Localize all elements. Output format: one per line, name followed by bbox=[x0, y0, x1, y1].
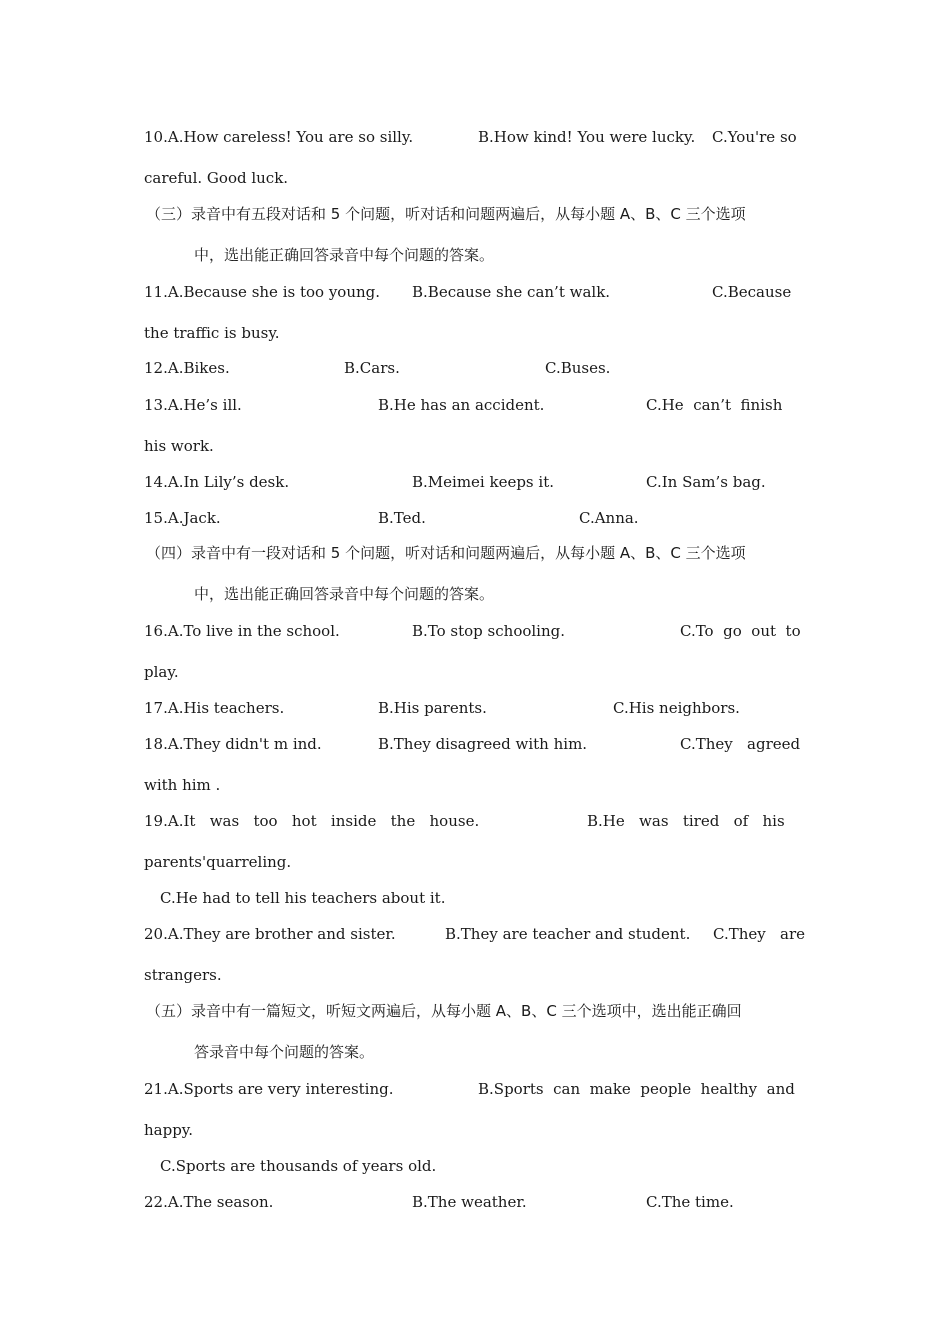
q16-continuation: play. bbox=[144, 663, 179, 681]
q14-option-c: C.In Sam’s bag. bbox=[646, 473, 766, 491]
q10-continuation: careful. Good luck. bbox=[144, 169, 289, 187]
question-16-options bbox=[144, 621, 806, 641]
section-3-instruction: （三）录音中有五段对话和 5 个问题，听对话和问题两遍后，从每小题 A、B、C 三个选项 bbox=[146, 205, 746, 223]
q10-option-c: C.You're so bbox=[712, 128, 797, 146]
q22-option-b: B.The weather. bbox=[412, 1193, 527, 1211]
q15-option-c: C.Anna. bbox=[579, 509, 639, 527]
q18-continuation: with him . bbox=[144, 776, 221, 794]
question-11-options bbox=[144, 282, 806, 302]
q11-continuation: the traffic is busy. bbox=[144, 324, 280, 342]
q11-option-a: 11.A.Because she is too young. bbox=[144, 283, 381, 301]
question-20-options bbox=[144, 924, 806, 944]
q15-option-b: B.Ted. bbox=[378, 509, 426, 527]
q13-option-b: B.He has an accident. bbox=[378, 396, 545, 414]
q11-option-c: C.Because bbox=[712, 283, 792, 301]
q16-option-b: B.To stop schooling. bbox=[412, 622, 566, 640]
q20-option-b: B.They are teacher and student. bbox=[445, 925, 691, 943]
question-18-options bbox=[144, 734, 806, 754]
q21-option-a: 21.A.Sports are very interesting. bbox=[144, 1080, 394, 1098]
q14-option-a: 14.A.In Lily’s desk. bbox=[144, 473, 290, 491]
q20-option-c: C.They are bbox=[713, 925, 806, 943]
section-5-instruction: （五）录音中有一篇短文，听短文两遍后，从每小题 A、B、C 三个选项中，选出能正确回 bbox=[146, 1002, 742, 1020]
section-3-instruction-cont: 中，选出能正确回答录音中每个问题的答案。 bbox=[194, 246, 495, 264]
question-21-options bbox=[144, 1079, 806, 1099]
question-12-options bbox=[144, 358, 806, 378]
q19-option-a: 19.A.It was too hot inside the house. bbox=[144, 812, 480, 830]
q19-continuation: parents'quarreling. bbox=[144, 853, 292, 871]
q12-option-a: 12.A.Bikes. bbox=[144, 359, 230, 377]
q22-option-a: 22.A.The season. bbox=[144, 1193, 274, 1211]
q20-option-a: 20.A.They are brother and sister. bbox=[144, 925, 396, 943]
question-10-options bbox=[144, 127, 806, 147]
q17-option-b: B.His parents. bbox=[378, 699, 487, 717]
q13-option-c: C.He can’t finish bbox=[646, 396, 783, 414]
q17-option-a: 17.A.His teachers. bbox=[144, 699, 285, 717]
section-4-instruction: （四）录音中有一段对话和 5 个问题，听对话和问题两遍后，从每小题 A、B、C 三个选项 bbox=[146, 544, 746, 562]
question-22-options bbox=[144, 1192, 806, 1212]
q19-option-c: C.He had to tell his teachers about it. bbox=[160, 889, 446, 907]
question-19-options bbox=[144, 811, 806, 831]
q20-continuation: strangers. bbox=[144, 966, 222, 984]
section-5-instruction-cont: 答录音中每个问题的答案。 bbox=[194, 1043, 375, 1061]
q16-option-c: C.To go out to bbox=[680, 622, 801, 640]
q22-option-c: C.The time. bbox=[646, 1193, 734, 1211]
q17-option-c: C.His neighbors. bbox=[613, 699, 740, 717]
q21-continuation: happy. bbox=[144, 1121, 194, 1139]
q18-option-c: C.They agreed bbox=[680, 735, 801, 753]
q16-option-a: 16.A.To live in the school. bbox=[144, 622, 340, 640]
q14-option-b: B.Meimei keeps it. bbox=[412, 473, 554, 491]
q13-continuation: his work. bbox=[144, 437, 214, 455]
question-13-options bbox=[144, 395, 806, 415]
q15-option-a: 15.A.Jack. bbox=[144, 509, 221, 527]
q21-option-b: B.Sports can make people healthy and bbox=[478, 1080, 795, 1098]
q12-option-b: B.Cars. bbox=[344, 359, 400, 377]
question-17-options bbox=[144, 698, 806, 718]
section-4-instruction-cont: 中，选出能正确回答录音中每个问题的答案。 bbox=[194, 585, 495, 603]
question-14-options bbox=[144, 472, 806, 492]
q12-option-c: C.Buses. bbox=[545, 359, 611, 377]
q21-option-c: C.Sports are thousands of years old. bbox=[160, 1157, 437, 1175]
q18-option-a: 18.A.They didn't m ind. bbox=[144, 735, 322, 753]
q10-option-a: 10.A.How careless! You are so silly. bbox=[144, 128, 414, 146]
question-15-options bbox=[144, 508, 806, 528]
q18-option-b: B.They disagreed with him. bbox=[378, 735, 588, 753]
q13-option-a: 13.A.He’s ill. bbox=[144, 396, 242, 414]
q10-option-b: B.How kind! You were lucky. bbox=[478, 128, 696, 146]
q19-option-b: B.He was tired of his bbox=[587, 812, 785, 830]
q11-option-b: B.Because she can’t walk. bbox=[412, 283, 611, 301]
